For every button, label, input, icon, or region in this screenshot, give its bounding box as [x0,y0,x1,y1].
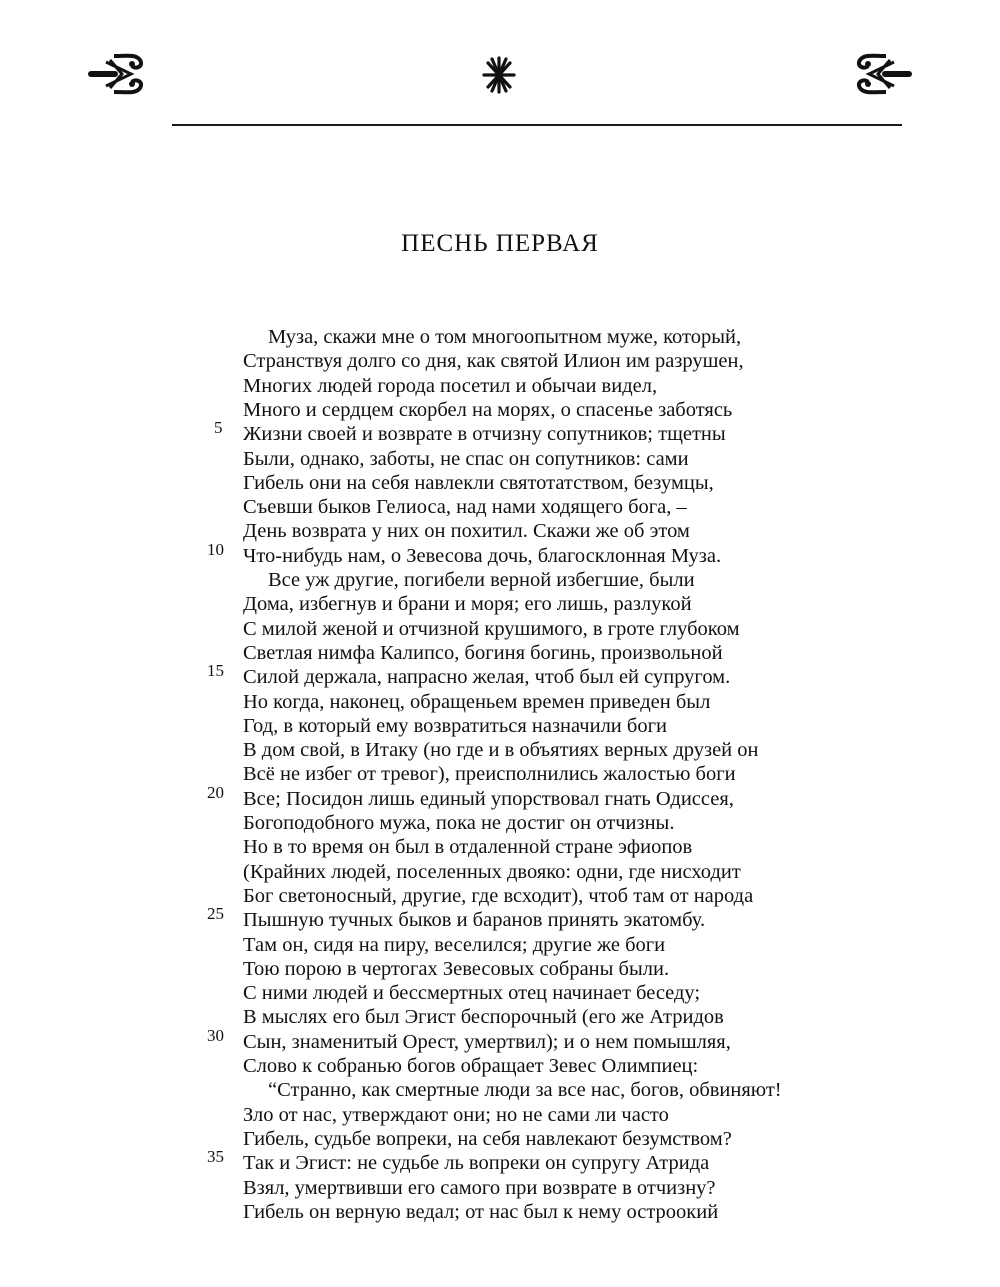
header-ornament [80,50,920,100]
canto-title: ПЕСНЬ ПЕРВАЯ [401,230,599,257]
poem-line: Многих людей города посетил и обычаи видел, [243,375,658,397]
poem-line: Гибель, судьбе вопреки, на себя навлекают безумством? [243,1128,732,1150]
line-number: 25 [207,904,224,923]
poem-line: Светлая нимфа Калипсо, богиня богинь, произвольной [243,642,723,664]
line-number: 10 [207,540,224,559]
fleuron-right-icon [834,50,914,100]
horizontal-rule-right [522,124,902,126]
poem-line: Муза, скажи мне о том многоопытном муже, который, [268,326,742,348]
poem-line: (Крайних людей, поселенных двояко: одни, где нисходит [243,861,741,883]
poem-line: Гибель он верную ведал; от нас был к нему остроокий [243,1201,719,1223]
line-number: 35 [207,1147,224,1166]
poem-line: Гибель они на себя навлекли святотатством, безумцы, [243,472,714,494]
poem-line: Пышную тучных быков и баранов принять экатомбу. [243,909,706,931]
poem-line: Зло от нас, утверждают они; но не сами ли часто [243,1104,669,1126]
line-number: 5 [214,418,223,437]
poem-line: Слово к собранью богов обращает Зевес Олимпиец: [243,1055,699,1077]
poem-line: Там он, сидя на пиру, веселился; другие же боги [243,934,666,956]
poem-line: Жизни своей и возврате в отчизну сопутников; тщетны [243,423,726,445]
line-number: 20 [207,783,224,802]
poem-line: Бог светоносный, другие, где всходит), чтоб там от народа [243,885,754,907]
poem-line: Год, в который ему возвратиться назначили боги [243,715,667,737]
poem-line: Много и сердцем скорбел на морях, о спасенье заботясь [243,399,733,421]
poem-line: В мыслях его был Эгист беспорочный (его же Атридов [243,1006,724,1028]
poem-line: Но когда, наконец, обращеньем времен приведен был [243,691,711,713]
poem-line: Все; Посидон лишь единый упорствовал гнать Одиссея, [243,788,734,810]
poem-line: С ними людей и бессмертных отец начинает беседу; [243,982,701,1004]
poem-line: Сын, знаменитый Орест, умертвил); и о нем помышляя, [243,1031,731,1053]
poem-line: Всё не избег от тревог), преисполнились жалостью боги [243,763,736,785]
poem-line: Взял, умертвивши его самого при возврате в отчизну? [243,1177,716,1199]
poem-line: Так и Эгист: не судьбе ль вопреки он супругу Атрида [243,1152,710,1174]
poem-line: Но в то время он был в отдаленной стране эфиопов [243,836,693,858]
poem-line: Дома, избегнув и брани и моря; его лишь, разлукой [243,593,692,615]
poem-line: День возврата у них он похитил. Скажи же об этом [243,520,690,542]
poem-line: Съевши быков Гелиоса, над нами ходящего бога, – [243,496,687,518]
poem-line: Тою порою в чертогах Зевесовых собраны были. [243,958,670,980]
line-number: 15 [207,661,224,680]
poem-line: С милой женой и отчизной крушимого, в гроте глубоком [243,618,740,640]
line-number: 30 [207,1026,224,1045]
horizontal-rule-left [172,124,544,126]
poem-line: Были, однако, заботы, не спас он сопутников: сами [243,448,689,470]
fleuron-left-icon [86,50,166,100]
poem-line: В дом свой, в Итаку (но где и в объятиях верных друзей он [243,739,759,761]
asterisk-star-icon [479,54,519,96]
poem-line: Силой держала, напрасно желая, чтоб был ей супругом. [243,666,731,688]
poem-line: Странствуя долго со дня, как святой Илион им разрушен, [243,350,744,372]
poem-line: Все уж другие, погибели верной избегшие, были [268,569,695,591]
poem-line: Что-нибудь нам, о Зевесова дочь, благосклонная Муза. [243,545,722,567]
poem-line: Богоподобного мужа, пока не достиг он отчизны. [243,812,675,834]
poem-line: “Странно, как смертные люди за все нас, богов, обвиняют! [268,1079,782,1101]
